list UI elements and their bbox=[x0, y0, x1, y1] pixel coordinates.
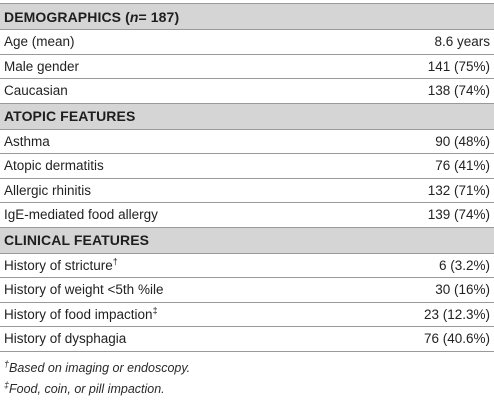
row-value: 139 (74%) bbox=[427, 207, 490, 223]
row-value: 132 (71%) bbox=[427, 182, 490, 198]
row-value: 141 (75%) bbox=[427, 58, 490, 74]
row-value: 76 (40.6%) bbox=[423, 331, 490, 347]
row-label: Caucasian bbox=[4, 83, 68, 99]
table-row bbox=[0, 327, 494, 352]
footnote-mark: ‡ bbox=[4, 379, 10, 390]
row-label: History of weight <5th %ile bbox=[4, 282, 164, 298]
row-label: Male gender bbox=[4, 58, 80, 74]
section-title-prefix: DEMOGRAPHICS ( bbox=[4, 8, 130, 25]
table-row bbox=[0, 130, 494, 155]
footnote bbox=[4, 379, 190, 400]
footnote-mark: † bbox=[4, 358, 10, 369]
table-row bbox=[0, 79, 494, 104]
row-label: Atopic dermatitis bbox=[4, 158, 104, 174]
section-title-prefix: CLINICAL FEATURES bbox=[4, 232, 150, 248]
row-label: Allergic rhinitis bbox=[4, 182, 92, 198]
row-value: 76 (41%) bbox=[435, 158, 490, 174]
footnote-text: Food, coin, or pill impaction. bbox=[9, 382, 165, 396]
table-row bbox=[0, 154, 494, 179]
footnote-marker: ‡ bbox=[152, 305, 158, 316]
table-row bbox=[0, 203, 494, 228]
section-title-italic: n bbox=[129, 8, 139, 25]
table-row bbox=[0, 179, 494, 204]
section-title-prefix: ATOPIC FEATURES bbox=[4, 108, 136, 124]
row-label: History of food impaction‡ bbox=[4, 305, 158, 322]
footnote-marker: † bbox=[112, 256, 118, 267]
table-row bbox=[0, 303, 494, 328]
section-header-atopic-features bbox=[0, 104, 494, 130]
row-label: IgE-mediated food allergy bbox=[4, 207, 158, 223]
table-footnotes bbox=[4, 358, 190, 400]
row-value: 30 (16%) bbox=[435, 282, 490, 298]
patient-characteristics-table bbox=[0, 3, 494, 352]
row-label: History of stricture† bbox=[4, 256, 118, 273]
table-row bbox=[0, 30, 494, 55]
table-row bbox=[0, 278, 494, 303]
row-value: 8.6 years bbox=[434, 34, 490, 50]
row-value: 6 (3.2%) bbox=[438, 257, 490, 273]
row-value: 138 (74%) bbox=[427, 83, 490, 99]
footnote bbox=[4, 358, 190, 379]
table-row bbox=[0, 55, 494, 80]
row-value: 23 (12.3%) bbox=[423, 306, 490, 322]
section-header-clinical-features bbox=[0, 228, 494, 254]
footnote-text: Based on imaging or endoscopy. bbox=[9, 361, 191, 375]
row-label: History of dysphagia bbox=[4, 331, 127, 347]
section-header-demographics bbox=[0, 4, 494, 30]
row-label: Age (mean) bbox=[4, 34, 75, 50]
row-value: 90 (48%) bbox=[435, 133, 490, 149]
table-row bbox=[0, 254, 494, 279]
section-title-suffix: = 187) bbox=[138, 8, 180, 25]
row-label: Asthma bbox=[4, 133, 50, 149]
